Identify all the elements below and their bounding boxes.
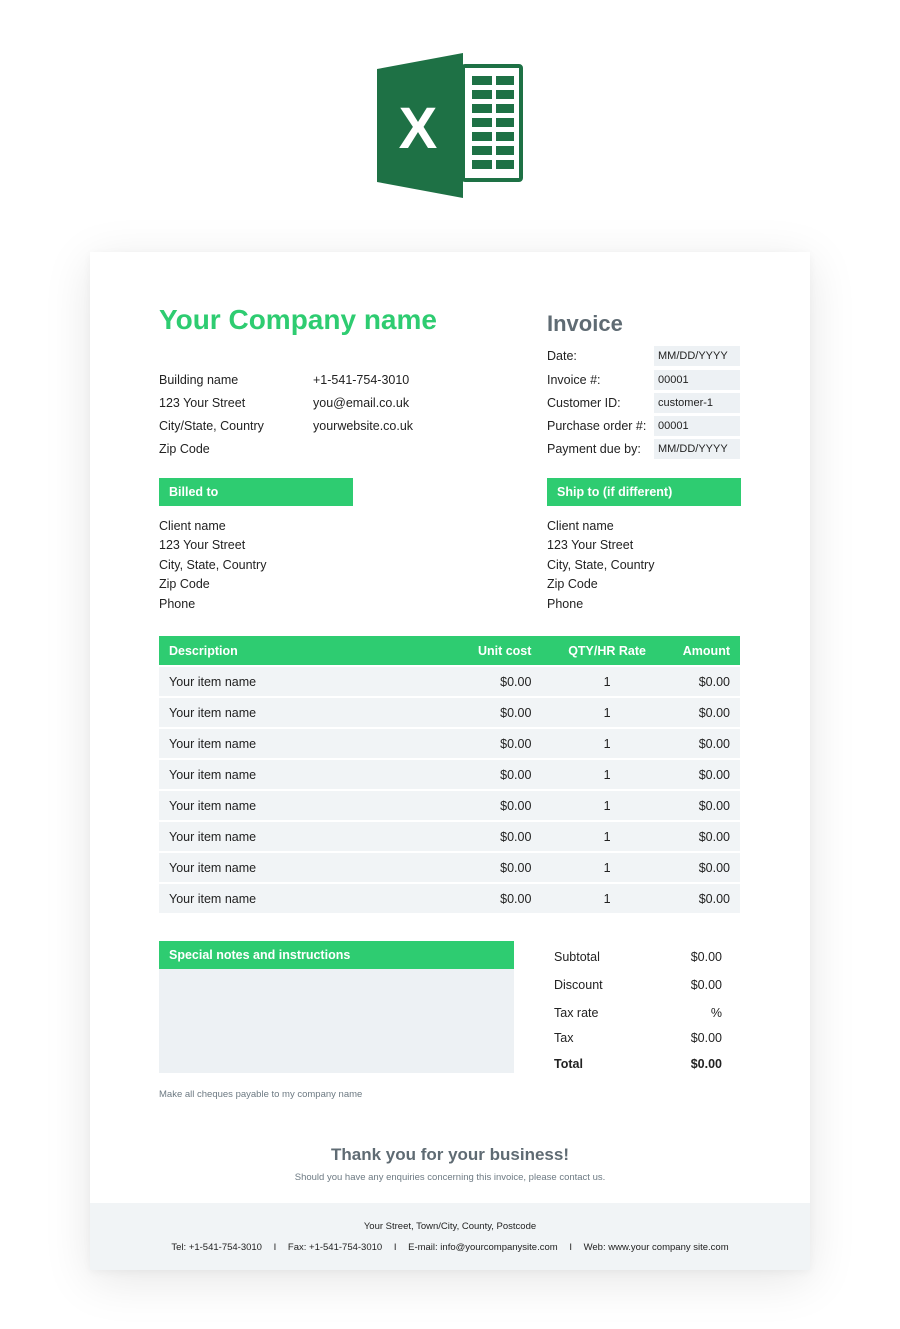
ship-to-line: Zip Code: [547, 577, 598, 591]
item-amount: $0.00: [673, 759, 740, 790]
discount-label: Discount: [554, 978, 603, 992]
item-description[interactable]: Your item name: [159, 728, 437, 759]
meta-value-invoice-number[interactable]: 00001: [654, 370, 740, 390]
table-row: [159, 790, 740, 821]
ship-to-line: Phone: [547, 597, 584, 611]
meta-label-customer-id: Customer ID:: [547, 396, 621, 410]
footer-fax: Fax: +1-541-754-3010: [287, 1242, 383, 1253]
tax-label: Tax: [554, 1031, 574, 1045]
item-unit-cost[interactable]: $0.00: [437, 759, 541, 790]
item-qty[interactable]: 1: [541, 790, 672, 821]
company-address-line: 123 Your Street: [159, 396, 246, 410]
header-description: Description: [159, 636, 437, 666]
invoice-sheet: [90, 252, 810, 1270]
ship-to-line: City, State, Country: [547, 558, 655, 572]
ship-to-line: Client name: [547, 519, 614, 533]
meta-value-date[interactable]: MM/DD/YYYY: [654, 346, 740, 366]
item-description[interactable]: Your item name: [159, 852, 437, 883]
excel-logo-icon: [377, 53, 523, 198]
ship-to-line: 123 Your Street: [547, 538, 634, 552]
company-address-line: Zip Code: [159, 442, 210, 456]
item-amount: $0.00: [673, 821, 740, 852]
total-label: Total: [554, 1057, 583, 1071]
item-qty[interactable]: 1: [541, 697, 672, 728]
billed-to-line: Phone: [159, 597, 196, 611]
header-unit-cost: Unit cost: [437, 636, 541, 666]
item-amount: $0.00: [673, 790, 740, 821]
items-table: [159, 636, 740, 913]
item-description[interactable]: Your item name: [159, 697, 437, 728]
meta-label-purchase-order: Purchase order #:: [547, 419, 647, 433]
footer-web: Web: www.your company site.com: [583, 1242, 729, 1253]
meta-label-invoice-number: Invoice #:: [547, 373, 601, 387]
item-unit-cost[interactable]: $0.00: [437, 728, 541, 759]
footer-email: E-mail: info@yourcompanysite.com: [408, 1242, 558, 1253]
notes-input[interactable]: [159, 969, 514, 1073]
items-header-row: [159, 636, 740, 666]
billed-to-line: Zip Code: [159, 577, 210, 591]
item-unit-cost[interactable]: $0.00: [437, 790, 541, 821]
meta-label-payment-due: Payment due by:: [547, 442, 641, 456]
footer-address: Your Street, Town/City, County, Postcode: [363, 1221, 537, 1232]
item-unit-cost[interactable]: $0.00: [437, 852, 541, 883]
meta-value-customer-id[interactable]: customer-1: [654, 393, 740, 413]
table-row: [159, 852, 740, 883]
meta-value-purchase-order[interactable]: 00001: [654, 416, 740, 436]
item-description[interactable]: Your item name: [159, 759, 437, 790]
table-row: [159, 821, 740, 852]
item-description[interactable]: Your item name: [159, 666, 437, 697]
company-address-line: City/State, Country: [159, 419, 264, 433]
subtotal-value: $0.00: [690, 950, 722, 964]
item-description[interactable]: Your item name: [159, 790, 437, 821]
item-qty[interactable]: 1: [541, 821, 672, 852]
item-unit-cost[interactable]: $0.00: [437, 883, 541, 913]
item-unit-cost[interactable]: $0.00: [437, 821, 541, 852]
footer: [90, 1203, 810, 1270]
enquiries-note: Should you have any enquiries concerning this invoice, please contact us.: [294, 1172, 606, 1183]
header-qty: QTY/HR Rate: [541, 636, 672, 666]
billed-to-heading: Billed to: [159, 478, 353, 506]
table-row: [159, 759, 740, 790]
tax-value: $0.00: [690, 1031, 722, 1045]
footer-separator: I: [569, 1242, 572, 1253]
item-qty[interactable]: 1: [541, 852, 672, 883]
item-amount: $0.00: [673, 852, 740, 883]
header-amount: Amount: [673, 636, 740, 666]
billed-to-line: City, State, Country: [159, 558, 267, 572]
company-website: yourwebsite.co.uk: [313, 419, 414, 433]
item-unit-cost[interactable]: $0.00: [437, 666, 541, 697]
cheques-note: Make all cheques payable to my company name: [159, 1089, 363, 1100]
item-amount: $0.00: [673, 883, 740, 913]
total-value: $0.00: [690, 1057, 722, 1071]
invoice-title: Invoice: [547, 311, 623, 336]
billed-to-line: Client name: [159, 519, 226, 533]
discount-value[interactable]: $0.00: [690, 978, 722, 992]
company-address-line: Building name: [159, 373, 239, 387]
table-row: [159, 728, 740, 759]
item-description[interactable]: Your item name: [159, 883, 437, 913]
item-amount: $0.00: [673, 697, 740, 728]
item-qty[interactable]: 1: [541, 759, 672, 790]
ship-to-heading: Ship to (if different): [547, 478, 741, 506]
excel-logo-letter: X: [398, 96, 438, 161]
thank-you-heading: Thank you for your business!: [330, 1145, 570, 1164]
meta-value-payment-due[interactable]: MM/DD/YYYY: [654, 439, 740, 459]
table-row: [159, 697, 740, 728]
footer-separator: I: [393, 1242, 397, 1253]
item-amount: $0.00: [673, 666, 740, 697]
item-amount: $0.00: [673, 728, 740, 759]
table-row: [159, 883, 740, 913]
item-description[interactable]: Your item name: [159, 821, 437, 852]
billed-to-line: 123 Your Street: [159, 538, 246, 552]
notes-heading: Special notes and instructions: [159, 941, 514, 969]
meta-label-date: Date:: [547, 349, 577, 363]
item-qty[interactable]: 1: [541, 666, 672, 697]
item-unit-cost[interactable]: $0.00: [437, 697, 541, 728]
footer-contacts: [90, 1242, 810, 1253]
footer-tel: Tel: +1-541-754-3010: [171, 1242, 262, 1253]
company-name: Your Company name: [159, 304, 437, 335]
item-qty[interactable]: 1: [541, 883, 672, 913]
company-phone: +1-541-754-3010: [313, 373, 410, 387]
company-email: you@email.co.uk: [313, 396, 410, 410]
tax-rate-label: Tax rate: [554, 1006, 599, 1020]
table-row: [159, 666, 740, 697]
item-qty[interactable]: 1: [541, 728, 672, 759]
subtotal-label: Subtotal: [554, 950, 600, 964]
tax-rate-value[interactable]: %: [710, 1006, 722, 1020]
footer-separator: I: [273, 1242, 277, 1253]
